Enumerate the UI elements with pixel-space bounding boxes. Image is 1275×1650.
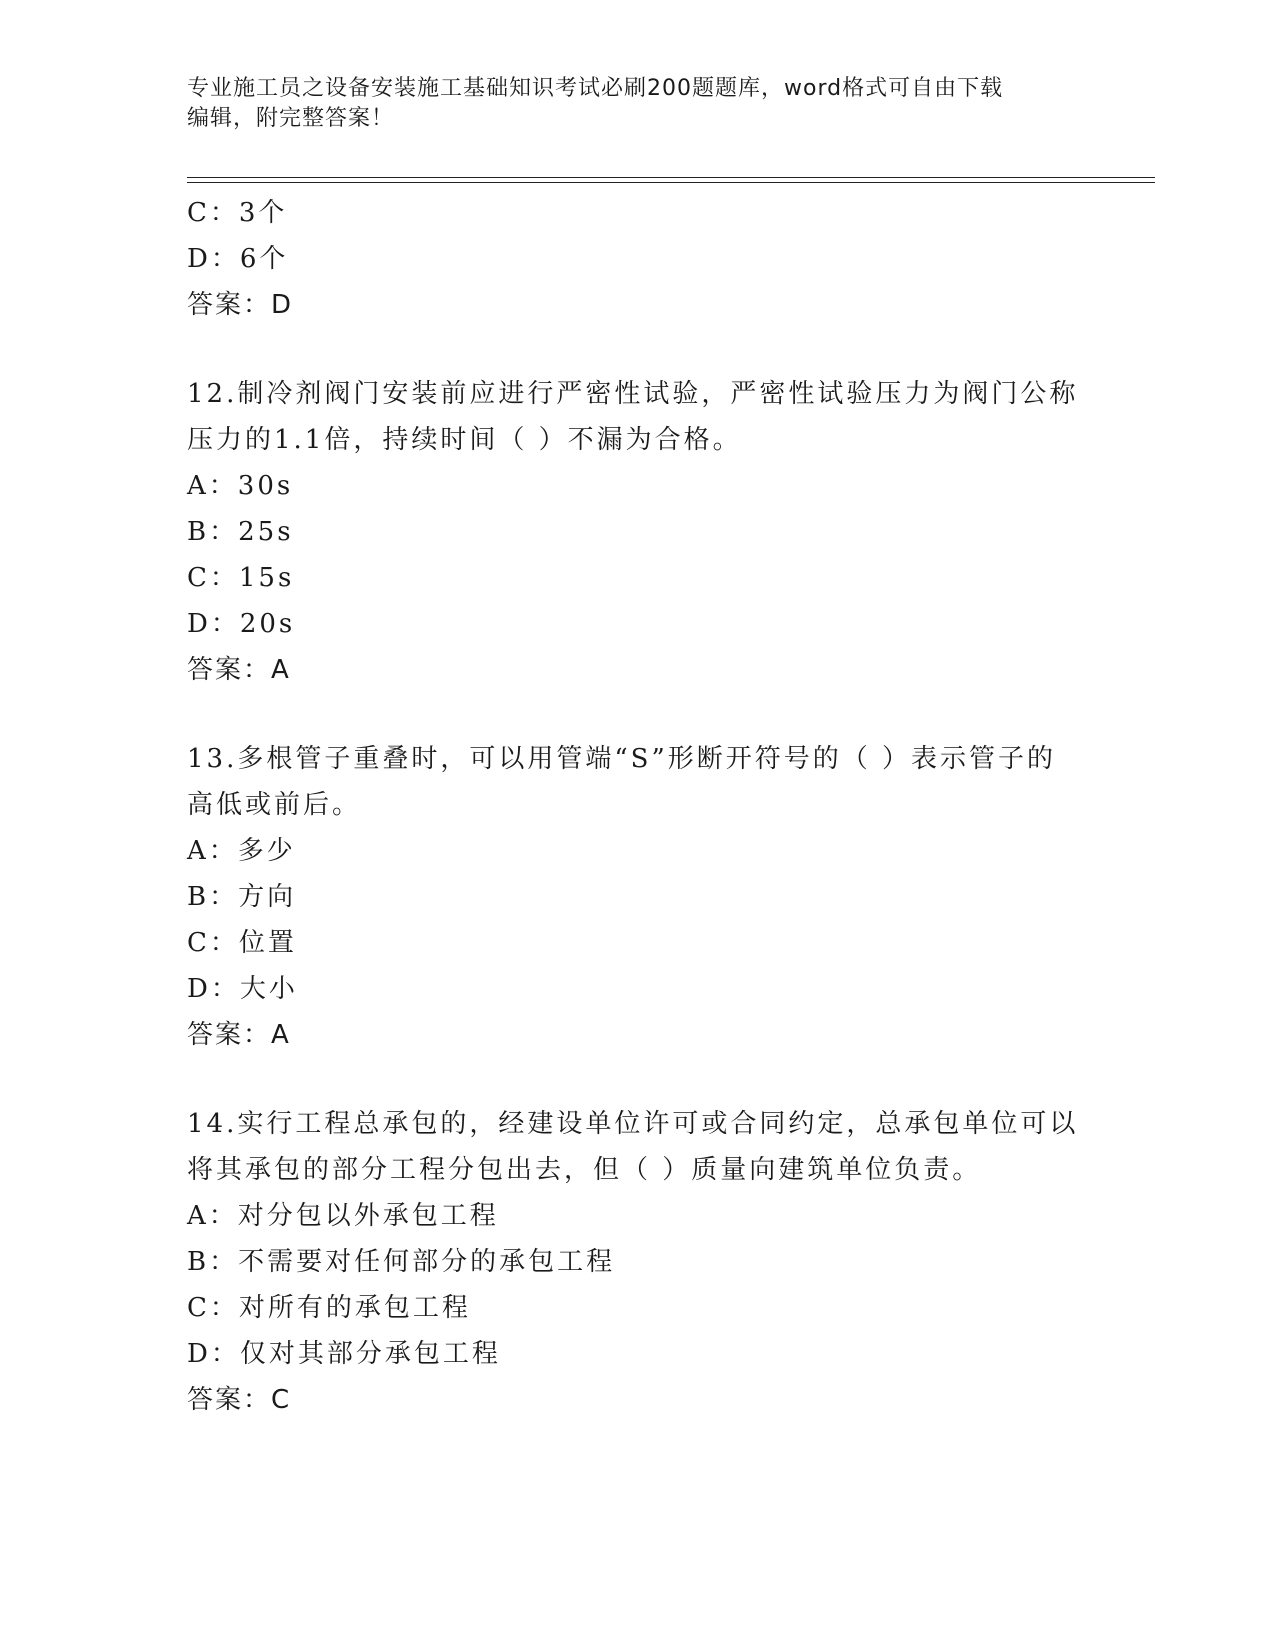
header-title-line-2: 编辑，附完整答案！ (187, 106, 395, 131)
option-c: C：对所有的承包工程 (187, 1293, 471, 1323)
question-stem-line-2: 将其承包的部分工程分包出去，但（ ）质量向建筑单位负责。 (187, 1155, 982, 1185)
question-stem-line-2: 压力的1.1倍，持续时间（ ）不漏为合格。 (187, 425, 742, 455)
answer-line: 答案：D (187, 290, 294, 320)
option-d: D：仅对其部分承包工程 (187, 1339, 501, 1369)
question-13 (187, 736, 1087, 1058)
question-stem-line-1: 12.制冷剂阀门安装前应进行严密性试验，严密性试验压力为阀门公称 (187, 379, 1079, 409)
option-d: D：6个 (187, 244, 289, 274)
option-c: C：15s (187, 563, 295, 593)
question-14 (187, 1101, 1087, 1423)
question-stem-line-1: 13.多根管子重叠时，可以用管端“S”形断开符号的（ ）表示管子的 (187, 744, 1057, 774)
option-a: A：30s (187, 471, 294, 501)
option-d: D：20s (187, 609, 296, 639)
question-12 (187, 371, 1087, 693)
option-a: A：多少 (187, 836, 296, 866)
header-divider-top (187, 177, 1155, 178)
option-b: B：25s (187, 517, 294, 547)
option-c: C：位置 (187, 928, 297, 958)
answer-line: 答案：C (187, 1385, 292, 1415)
header-title-line-1: 专业施工员之设备安装施工基础知识考试必刷200题题库，word格式可自由下载 (187, 76, 1004, 101)
question-list (187, 190, 1087, 1423)
answer-line: 答案：A (187, 655, 291, 685)
document-header (187, 74, 1067, 134)
option-d: D：大小 (187, 974, 298, 1004)
question-11-continued (187, 190, 1087, 328)
option-b: B：不需要对任何部分的承包工程 (187, 1247, 616, 1277)
option-b: B：方向 (187, 882, 297, 912)
option-a: A：对分包以外承包工程 (187, 1201, 499, 1231)
option-c: C：3个 (187, 198, 288, 228)
header-divider-bottom (187, 182, 1155, 183)
answer-line: 答案：A (187, 1020, 291, 1050)
question-stem-line-2: 高低或前后。 (187, 790, 362, 820)
question-stem-line-1: 14.实行工程总承包的，经建设单位许可或合同约定，总承包单位可以 (187, 1109, 1079, 1139)
